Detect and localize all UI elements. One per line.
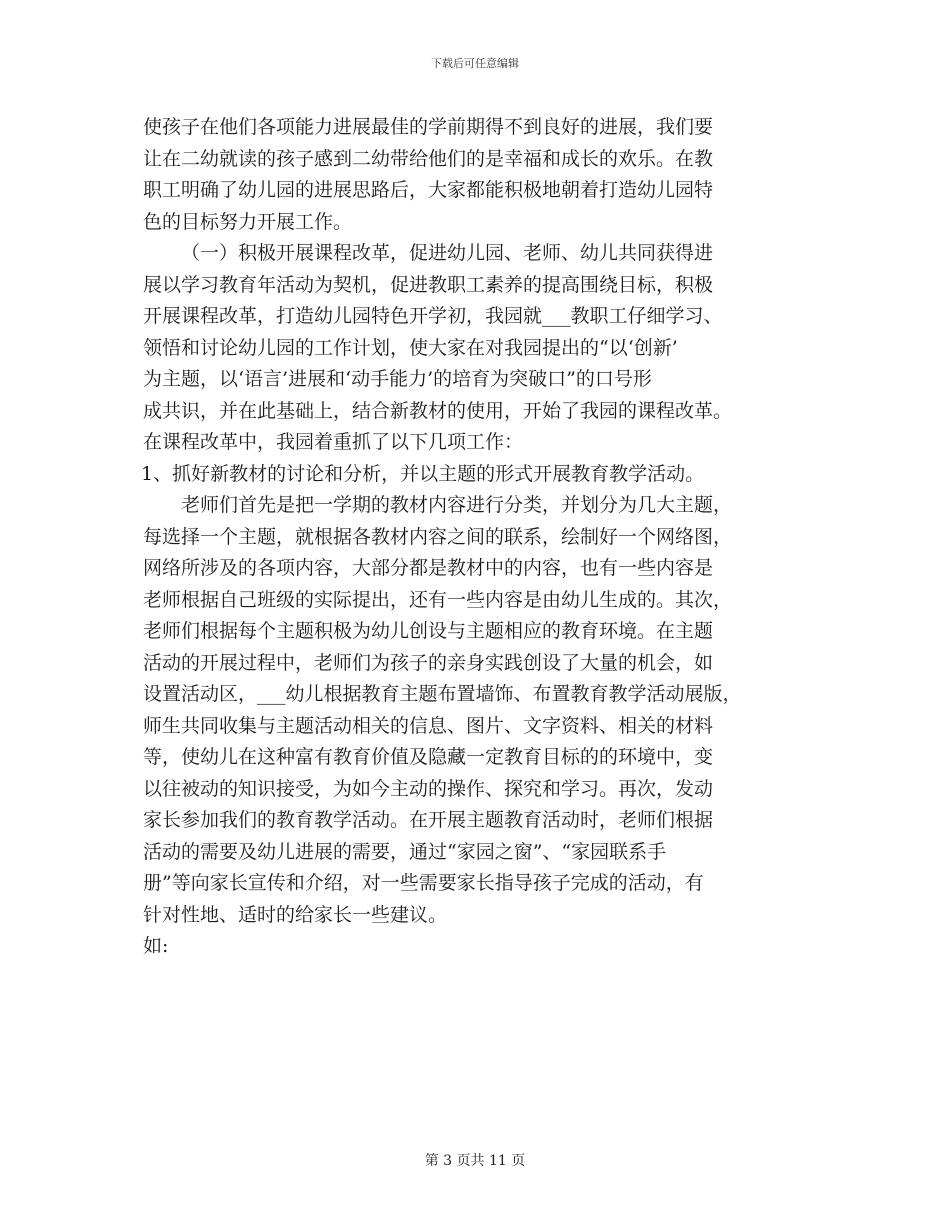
text-line: 每选择一个主题，就根据各教材内容之间的联系，绘制好一个网络图， [143, 525, 733, 548]
text-line: 老师根据自己班级的实际提出，还有一些内容是由幼儿生成的。其次， [143, 588, 733, 611]
page-number-footer: 第 3 页共 11 页 [424, 1153, 526, 1169]
text-line: 等，使幼儿在这种富有教育价值及隐藏一定教育目标的的环境中，变 [143, 746, 714, 768]
text-line: 1、抓好新教材的讨论和分析，并以主题的形式开展教育教学活动。 [141, 462, 705, 485]
text-line: 针对性地、适时的给家长一些建议。 [143, 903, 448, 926]
text-line: 色的目标努力开展工作。 [143, 210, 353, 233]
text-line: 职工明确了幼儿园的进展思路后，大家都能积极地朝着打造幼儿园特 [143, 179, 714, 201]
text-line: 网络所涉及的各项内容，大部分都是教材中的内容，也有一些内容是 [143, 557, 714, 579]
text-line: 在课程改革中，我园着重抓了以下几项工作： [143, 431, 524, 453]
text-line: 领悟和讨论幼儿园的工作计划，使大家在对我园提出的“以‘创新’ [143, 336, 678, 359]
text-line: 老师们根据每个主题积极为幼儿创设与主题相应的教育环境。在主题 [143, 620, 714, 642]
text-line: 开展课程改革，打造幼儿园特色开学初，我园就___教职工仔细学习、 [143, 305, 723, 327]
text-line: 以往被动的知识接受，为如今主动的操作、探究和学习。再次，发动 [143, 777, 714, 800]
page-header-note: 下载后可任意编辑 [431, 57, 519, 70]
text-line: 师生共同收集与主题活动相关的信息、图片、文字资料、相关的材料 [143, 714, 714, 737]
text-line: 如: [143, 935, 169, 957]
text-line: 成共识，并在此基础上，结合新教材的使用，开始了我园的课程改革。 [143, 399, 733, 422]
text-line: 老师们首先是把一学期的教材内容进行分类，并划分为几大主题， [181, 494, 733, 516]
text-line: （一）积极开展课程改革，促进幼儿园、老师、幼儿共同获得进 [181, 242, 714, 264]
text-line: 让在二幼就读的孩子感到二幼带给他们的是幸福和成长的欢乐。在教 [143, 147, 714, 170]
text-line: 活动的需要及幼儿进展的需要，通过“家园之窗”、“家园联系手 [143, 840, 667, 863]
text-line: 为主题，以‘语言’进展和‘动手能力’的培育为突破口”的口号形 [143, 368, 652, 390]
text-line: 册”等向家长宣传和介绍，对一些需要家长指导孩子完成的活动，有 [143, 872, 704, 894]
text-line: 家长参加我们的教育教学活动。在开展主题教育活动时，老师们根据 [143, 809, 714, 831]
text-line: 活动的开展过程中，老师们为孩子的亲身实践创设了大量的机会，如 [143, 651, 714, 674]
document-body [143, 112, 823, 963]
text-line: 展以学习教育年活动为契机，促进教职工素养的提高围绕目标，积极 [143, 273, 714, 296]
text-line: 设置活动区，___幼儿根据教育主题布置墙饰、布置教育教学活动展版， [143, 683, 742, 705]
text-line: 使孩子在他们各项能力进展最佳的学前期得不到良好的进展，我们要 [143, 116, 714, 138]
